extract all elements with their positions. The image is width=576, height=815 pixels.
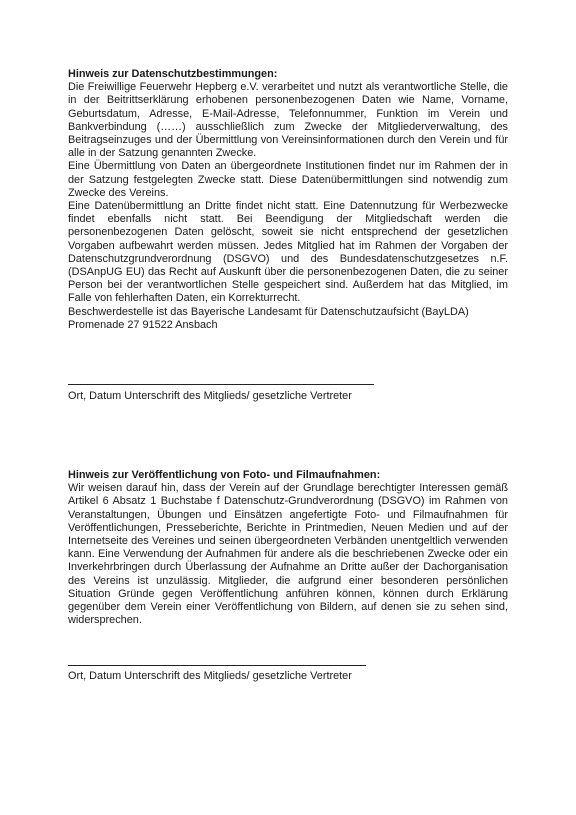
signature-line-media[interactable] <box>68 665 366 666</box>
signature-label-media: Ort, Datum Unterschrift des Mitglieds/ gesetzliche Vertreter <box>68 670 352 682</box>
media-paragraph: Wir weisen darauf hin, dass der Verein auf der Grundlage berechtigter Interessen gemäß Artikel 6 Absatz 1 Buchstabe f Datenschutz-Grundverordnung (DSGVO) im Rahmen von Veranstaltungen, Übungen und Einsätzen angefertigte Foto- und Filmaufnahmen für Veröffentlichungen, Presseberichte, Berichte in Printmedien, Neuen Medien und auf der Internetseite des Vereines und seinen übergeordneten Verbänden unentgeltlich verwenden kann. Eine Verwendung der Aufnahmen für andere als die beschriebenen Zwecke oder ein Inverkehrbringen durch Überlassung der Aufnahme an Dritte außer der Dachorganisation des Vereins ist unzulässig. Mitglieder, die aufgrund einer besonderen persönlichen Situation Gründe gegen Veröffentlichung anführen können, können durch Erklärung gegenüber dem Verein einer Veröffentlichung von Bildern, auf denen sie zu sehen sind, widersprechen. <box>68 482 508 627</box>
privacy-paragraph-1: Die Freiwillige Feuerwehr Hepberg e.V. verarbeitet und nutzt als verantwortliche Stelle, die in der Beitrittserklärung erhobenen personenbezogenen Daten wie Name, Vorname, Geburtsdatum, Adresse, E-Mail-Adresse, Telefonnummer, Funktion im Verein und Bankverbindung (……) ausschließlich zum Zwecke der Mitgliederverwaltung, des Beitragseinzuges und der Übermittlung von Vereinsinformationen durch den Verein und für alle in der Satzung genannten Zwecke. <box>68 81 508 160</box>
signature-label-privacy: Ort, Datum Unterschrift des Mitglieds/ gesetzliche Vertreter <box>68 390 352 402</box>
signature-line-privacy[interactable] <box>68 384 374 385</box>
complaint-authority: Beschwerdestelle ist das Bayerische Landesamt für Datenschutzaufsicht (BayLDA) Promenade 27 91522 Ansbach <box>68 305 469 331</box>
privacy-heading: Hinweis zur Datenschutzbestimmungen: <box>68 68 278 80</box>
media-section <box>68 469 508 627</box>
privacy-paragraph-3: Eine Datenübermittlung an Dritte findet nicht statt. Eine Datennutzung für Werbezwecke findet ebenfalls nicht statt. Bei Beendigung der Mitgliedschaft werden die personenbezogenen Daten gelöscht, soweit sie nicht entsprechend der gesetzlichen Vorgaben aufbewahrt werden müssen. Jedes Mitglied hat im Rahmen der Vorgaben der Datenschutzgrundverordnung (DSGVO) und des Bundesdatenschutzgesetzes n.F. (DSAnpUG EU) das Recht auf Auskunft über die personenbezogenen Daten, die zu seiner Person bei der verantwortlichen Stelle gespeichert sind. Außerdem hat das Mitglied, im Falle von fehlerhaften Daten, ein Korrekturrecht. <box>68 200 508 305</box>
privacy-section <box>68 68 508 332</box>
privacy-paragraph-2: Eine Übermittlung von Daten an übergeordnete Institutionen findet nur im Rahmen der in der Satzung festgelegten Zwecke statt. Diese Datenübermittlungen sind notwendig zum Zwecke des Vereins. <box>68 160 508 199</box>
media-heading: Hinweis zur Veröffentlichung von Foto- und Filmaufnahmen: <box>68 469 381 481</box>
